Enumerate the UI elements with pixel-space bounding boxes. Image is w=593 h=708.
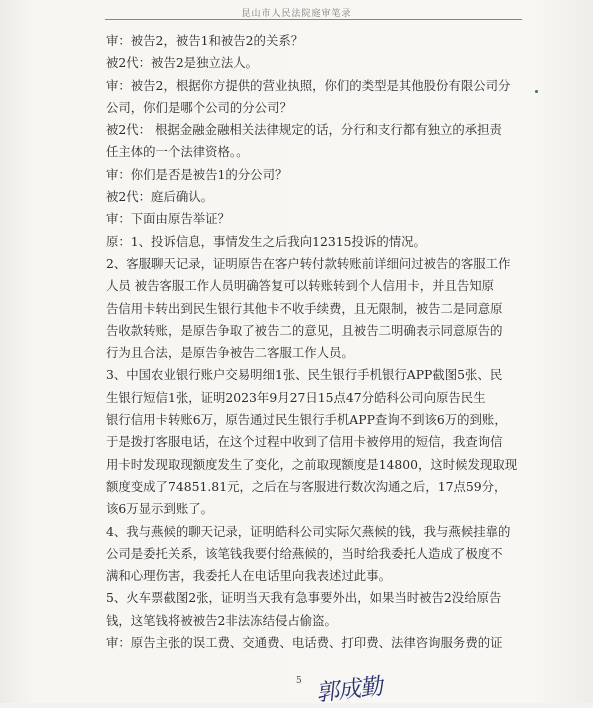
transcript-line: 钱，这笔钱将被被告2非法冻结侵占偷盗。 bbox=[106, 612, 337, 628]
transcript-line: 满和心理伤害，我委托人在电话里向我表述过此事。 bbox=[106, 568, 391, 584]
document-header-title: 昆山市人民法院庭审笔录 bbox=[241, 9, 352, 19]
transcript-line: 人员 被告客服工作人员明确答复可以转账转到个人信用卡，并且告知原 bbox=[106, 278, 495, 294]
transcript-line: 原：1、投诉信息，事情发生之后我向12315投诉的情况。 bbox=[106, 233, 426, 249]
transcript-line: 于是拨打客服电话，在这个过程中收到了信用卡被停用的短信，我查询信 bbox=[106, 434, 503, 450]
transcript-line: 审：你们是否是被告1的分公司？ bbox=[106, 166, 288, 182]
transcript-line: 审：下面由原告举证？ bbox=[106, 211, 230, 227]
transcript-line: 额度变成了74851.81元，之后在与客服进行数次沟通之后，17点59分， bbox=[106, 478, 507, 494]
transcript-line: 行为且合法，是原告争被告二客服工作人员。 bbox=[106, 345, 354, 361]
transcript-line: 告收款转账，是原告争取了被告二的意见，且被告二明确表示同意原告的 bbox=[106, 322, 503, 338]
transcript-line: 公司，你们是哪个公司的分公司？ bbox=[106, 99, 292, 115]
transcript-line: 审：被告2，被告1和被告2的关系？ bbox=[106, 33, 304, 48]
transcript-line: 被2代：被告2是独立法人。 bbox=[106, 55, 259, 71]
transcript-line: 4、我与燕候的聊天记录，证明皓科公司实际欠燕候的钱，我与燕候挂靠的 bbox=[106, 523, 511, 539]
transcript-line: 用卡时发现取现额度发生了变化，之前取现额度是14800，这时候发现取现 bbox=[106, 456, 518, 472]
transcript-line: 任主体的一个法律资格。。 bbox=[106, 144, 249, 160]
page-number: 5 bbox=[296, 676, 302, 686]
transcript-line: 公司是委托关系，该笔钱我要付给燕候的，当时给我委托人造成了极度不 bbox=[106, 545, 503, 561]
transcript-line: 审：原告主张的误工费、交通费、电话费、打印费、法律咨询服务费的证 bbox=[106, 635, 503, 651]
transcript-line: 3、中国农业银行账户交易明细1张、民生银行手机银行APP截图5张、民 bbox=[106, 367, 503, 383]
transcript-line: 5、火车票截图2张，证明当天我有急事要外出，如果当时被告2没给原告 bbox=[106, 590, 502, 606]
margin-dot-mark bbox=[535, 90, 538, 93]
transcript-line: 被2代：庭后确认。 bbox=[106, 189, 214, 205]
transcript-line: 审：被告2，根据你方提供的营业执照，你们的类型是其他股份有限公司分 bbox=[106, 77, 511, 93]
transcript-line: 告信用卡转出到民生银行其他卡不收手续费，且无限制，被告二是同意原 bbox=[106, 300, 503, 316]
transcript-body bbox=[106, 30, 522, 654]
transcript-line: 银行信用卡转账6万，原告通过民生银行手机APP查询不到该6万的到账， bbox=[106, 412, 507, 428]
transcript-line: 被2代： 根据金融金融相关法律规定的话，分行和支行都有独立的承担责 bbox=[106, 122, 502, 138]
transcript-line: 2、客服聊天记录，证明原告在客户转付款转账前详细问过被告的客服工作 bbox=[106, 255, 511, 271]
transcript-line: 生银行短信1张，证明2023年9月27日15点47分皓科公司向原告民生 bbox=[106, 389, 486, 405]
header-divider bbox=[105, 19, 522, 20]
transcript-line: 该6万显示到账了。 bbox=[106, 501, 214, 517]
handwritten-signature: 郭成勤 bbox=[316, 673, 385, 707]
